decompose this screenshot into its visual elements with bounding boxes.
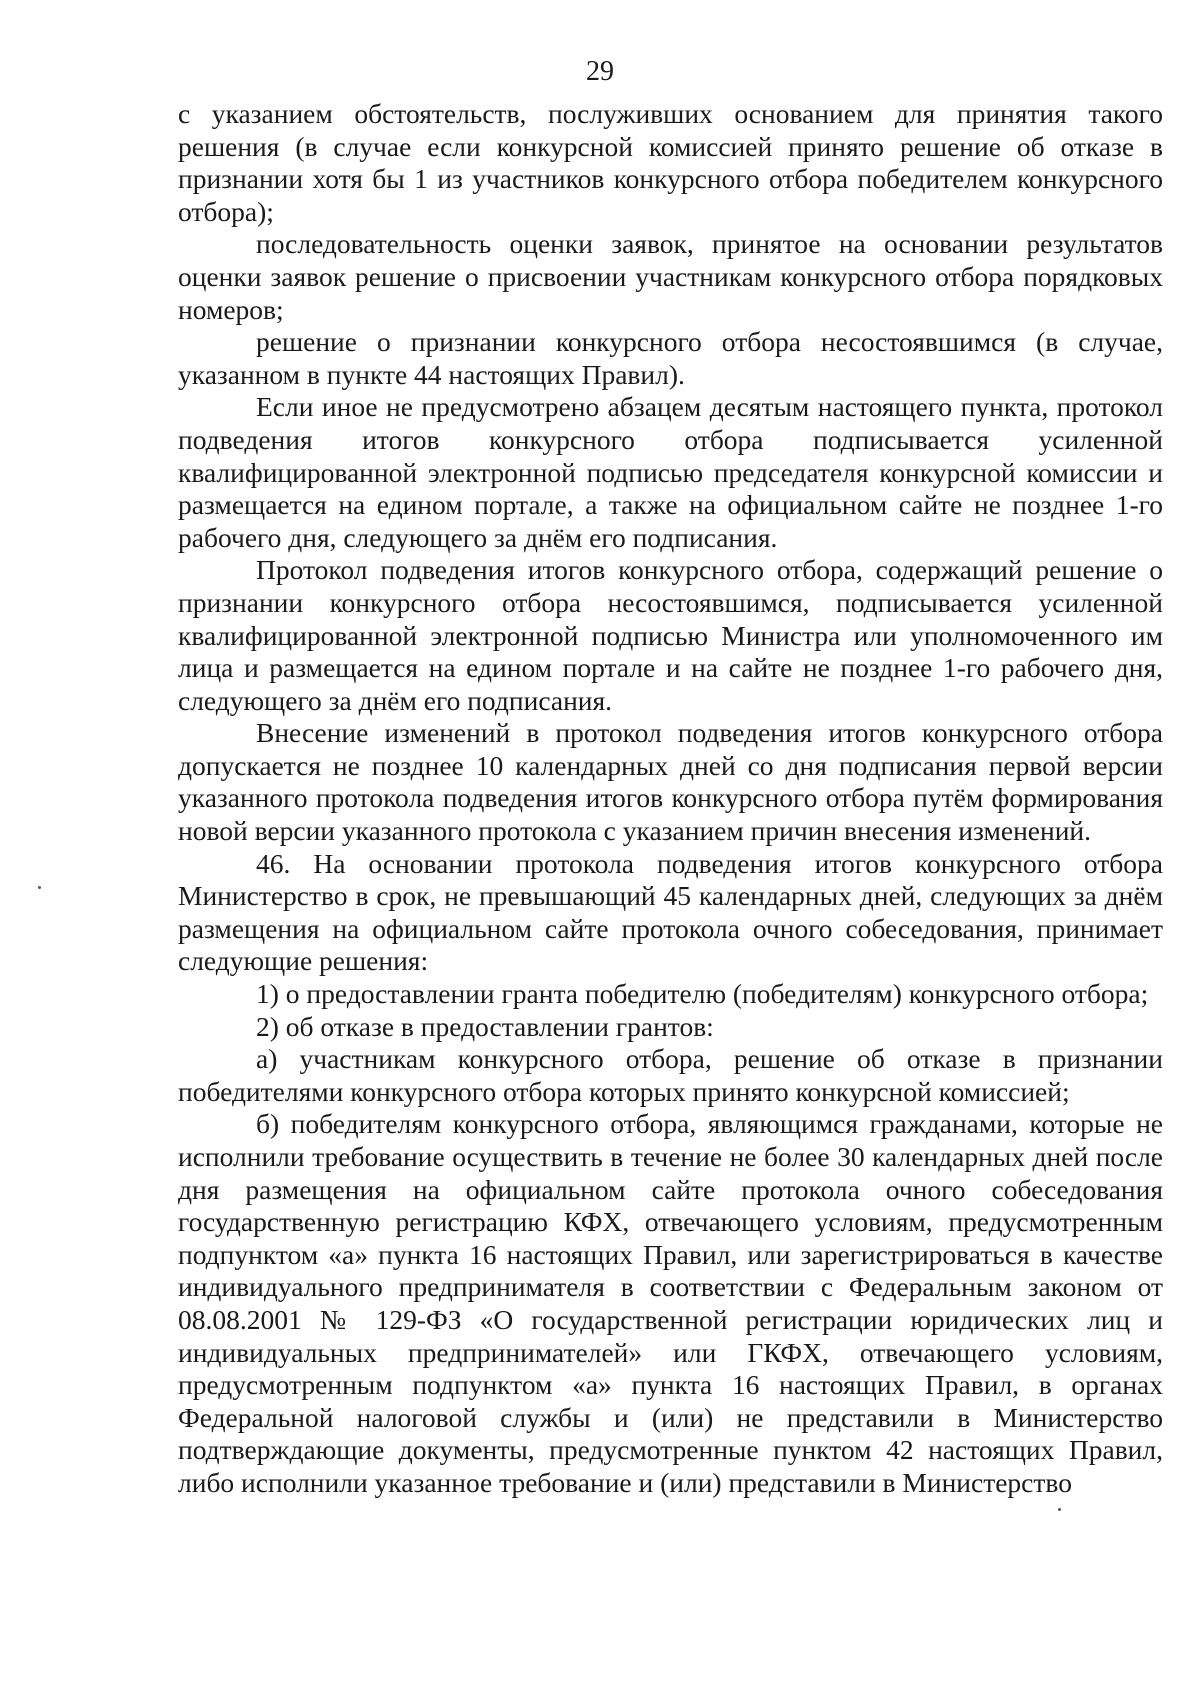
paragraph-clause-46: 46. На основании протокола подведения итогов конкурсного отбора Министерство в срок, не превышающий 45 календарных дней, следующих за днём размещения на официальном сайте протокола очного собеседования, принимает следующие решения: xyxy=(178,847,1163,977)
paragraph-subitem-b: б) победителям конкурсного отбора, являющимся гражданами, которые не исполнили требование осуществить в течение не более 30 календарных дней после дня размещения на официальном сайте протокола очного собеседования государственную регистрацию КФХ, отвечающего условиям, предусмотренным подпунктом «а» пункта 16 настоящих Правил, или зарегистрироваться в качестве индивидуального предпринимателя в соответствии с Федеральным законом от 08.08.2001 № 129-ФЗ «О государственной регистрации юридических лиц и индивидуальных предпринимателей» или ГКФХ, отвечающего условиям, предусмотренным подпунктом «а» пункта 16 настоящих Правил, в органах Федеральной налоговой службы и (или) не представили в Министерство подтверждающие документы, предусмотренные пунктом 42 настоящих Правил, либо исполнили указанное требование и (или) представили в Министерство xyxy=(178,1108,1163,1498)
paragraph-protocol-failed-signing: Протокол подведения итогов конкурсного отбора, содержащий решение о признании конкурсного отбора несостоявшимся, подписывается усиленной квалифицированной электронной подписью Министра или уполномоченного им лица и размещается на едином портале и на сайте не позднее 1-го рабочего дня, следующего за днём его подписания. xyxy=(178,554,1163,716)
paragraph-protocol-signing: Если иное не предусмотрено абзацем десятым настоящего пункта, протокол подведения итогов конкурсного отбора подписывается усиленной квалифицированной электронной подписью председателя конкурсной комиссии и размещается на едином портале, а также на официальном сайте не позднее 1-го рабочего дня, следующего за днём его подписания. xyxy=(178,391,1163,553)
paragraph-item-1: 1) о предоставлении гранта победителю (победителям) конкурсного отбора; xyxy=(256,978,1149,1010)
paragraph-subitem-a: а) участникам конкурсного отбора, решение об отказе в признании победителями конкурсного отбора которых принято конкурсной комиссией; xyxy=(178,1043,1163,1107)
paragraph-item-2: 2) об отказе в предоставлении грантов: xyxy=(256,1010,714,1042)
document-body xyxy=(178,98,1163,1500)
scan-speck-left xyxy=(38,886,41,889)
page-number: 29 xyxy=(586,56,614,87)
paragraph-evaluation-sequence: последовательность оценки заявок, принятое на основании результатов оценки заявок решение о присвоении участникам конкурсного отбора порядковых номеров; xyxy=(178,228,1163,325)
scan-speck-bottom xyxy=(1058,1508,1061,1511)
paragraph-continuation: с указанием обстоятельств, послуживших основанием для принятия такого решения (в случае если конкурсной комиссией принято решение об отказе в признании хотя бы 1 из участников конкурсного отбора победителем конкурсного отбора); xyxy=(178,98,1163,227)
paragraph-protocol-amendments: Внесение изменений в протокол подведения итогов конкурсного отбора допускается не позднее 10 календарных дней со дня подписания первой версии указанного протокола подведения итогов конкурсного отбора путём формирования новой версии указанного протокола с указанием причин внесения изменений. xyxy=(178,717,1163,847)
paragraph-selection-failed: решение о признании конкурсного отбора несостоявшимся (в случае, указанном в пункте 44 настоящих Правил). xyxy=(178,326,1163,390)
